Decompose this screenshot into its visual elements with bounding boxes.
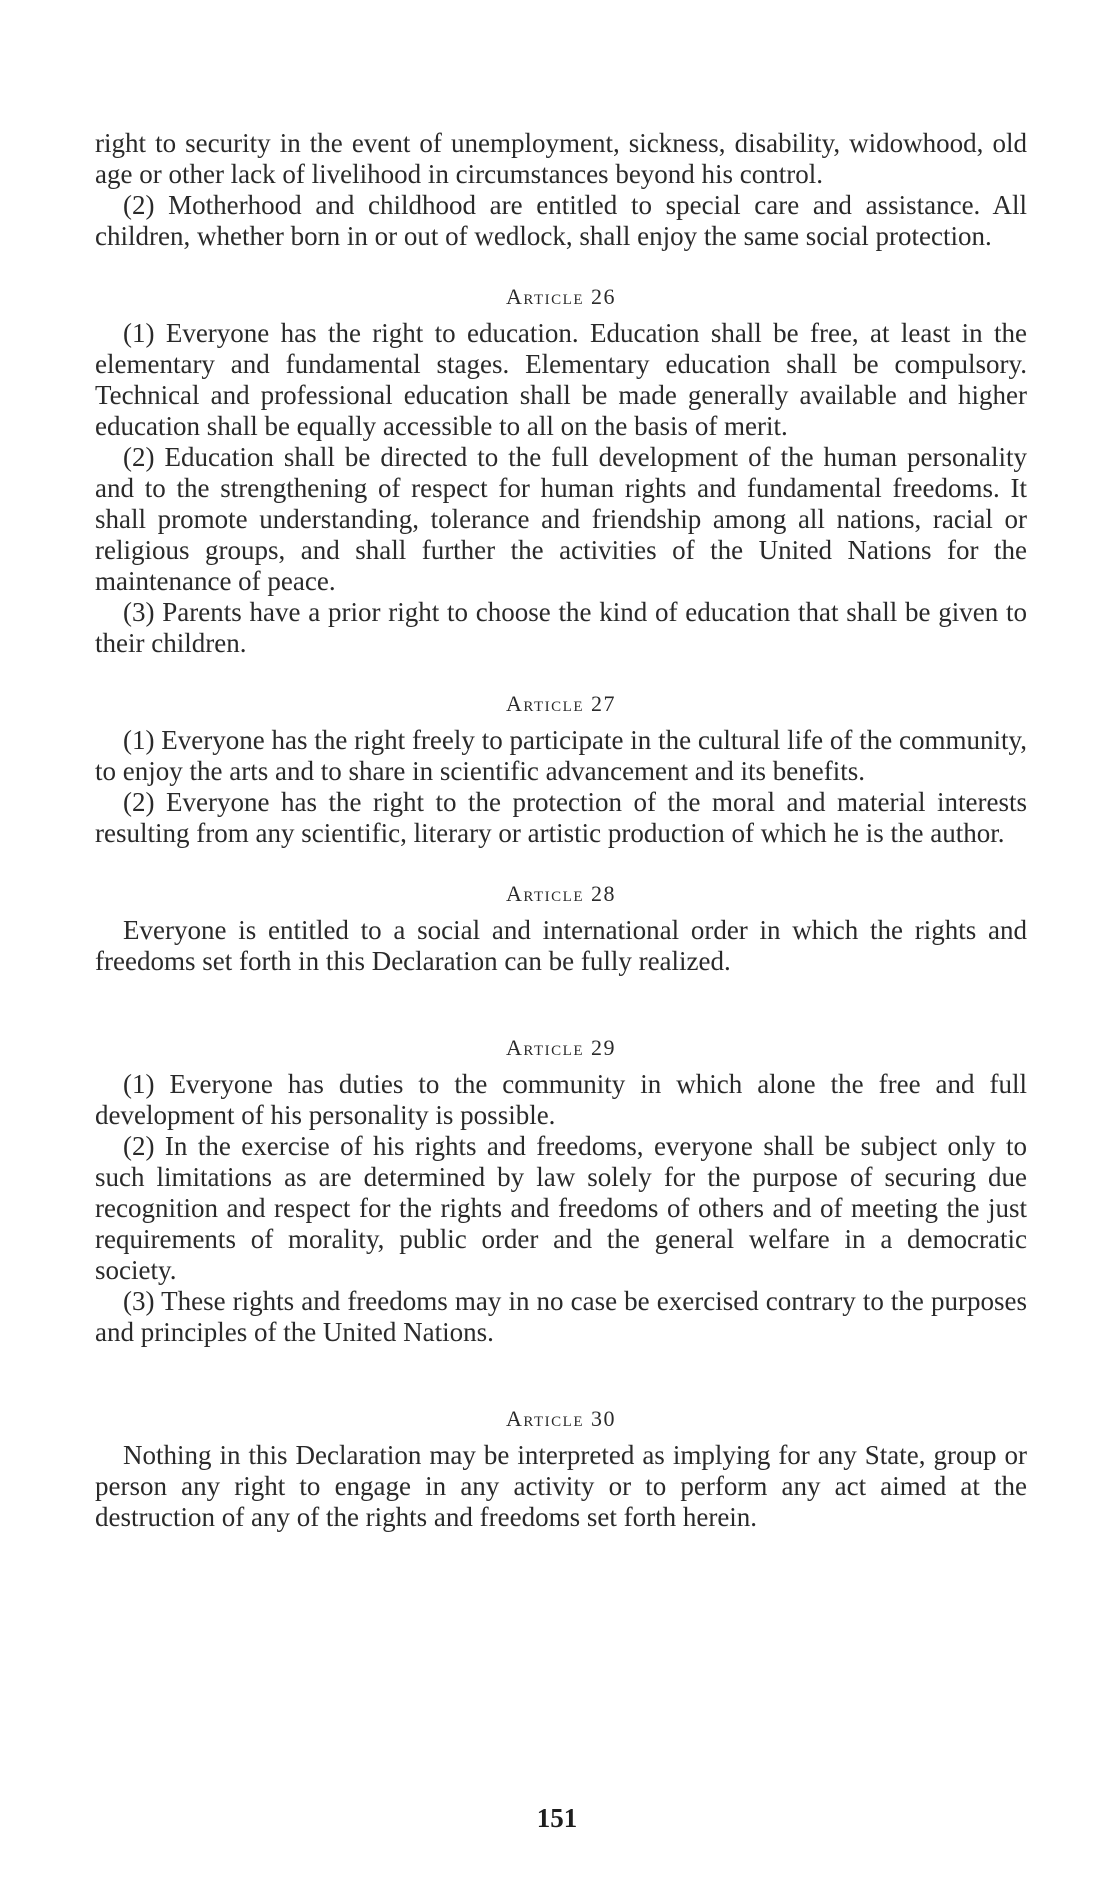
article27-paragraph-2: (2) Everyone has the right to the protection of the moral and material interests resulting from any scientific, literary or artistic production of which he is the author. — [95, 787, 1027, 848]
article29-paragraph-3: (3) These rights and freedoms may in no case be exercised contrary to the purposes and principles of the United Nations. — [95, 1286, 1027, 1347]
article26-paragraph-2: (2) Education shall be directed to the full development of the human personality and to the strengthening of respect for human rights and fundamental freedoms. It shall promote understanding, tolerance and friendship among all nations, racial or religious groups, and shall further the activities of the United Nations for the maintenance of peace. — [95, 442, 1027, 596]
article25-continuation: right to security in the event of unemployment, sickness, disability, widowhood, old age or other lack of livelihood in circumstances beyond his control. — [95, 128, 1027, 189]
article29-paragraph-1: (1) Everyone has duties to the community in which alone the free and full development of his personality is possible. — [95, 1069, 1027, 1130]
text-column — [95, 128, 1027, 1533]
article26-heading: Article 26 — [506, 284, 616, 309]
article28-paragraph-1: Everyone is entitled to a social and international order in which the rights and freedoms set forth in this Declaration can be fully realized. — [95, 915, 1027, 976]
article29-paragraph-2: (2) In the exercise of his rights and freedoms, everyone shall be subject only to such limitations as are determined by law solely for the purpose of securing due recognition and respect for the rights and freedoms of others and of meeting the just requirements of morality, public order and the general welfare in a democratic society. — [95, 1131, 1027, 1285]
article25-paragraph-2: (2) Motherhood and childhood are entitled to special care and assistance. All children, whether born in or out of wedlock, shall enjoy the same social protection. — [95, 190, 1027, 251]
article29-heading: Article 29 — [506, 1035, 616, 1060]
article30-paragraph-1: Nothing in this Declaration may be interpreted as implying for any State, group or person any right to engage in any activity or to perform any act aimed at the destruction of any of the rights and freedoms set forth herein. — [95, 1440, 1027, 1532]
article27-paragraph-1: (1) Everyone has the right freely to participate in the cultural life of the community, to enjoy the arts and to share in scientific advancement and its benefits. — [95, 725, 1027, 786]
article27-heading: Article 27 — [506, 691, 616, 716]
article30-heading: Article 30 — [506, 1406, 616, 1431]
article28-heading: Article 28 — [506, 881, 616, 906]
page-number: 151 — [536, 1803, 578, 1833]
article26-paragraph-3: (3) Parents have a prior right to choose the kind of education that shall be given to their children. — [95, 597, 1027, 658]
article26-paragraph-1: (1) Everyone has the right to education. Education shall be free, at least in the elementary and fundamental stages. Elementary education shall be compulsory. Technical and professional education shall be made generally available and higher education shall be equally accessible to all on the basis of merit. — [95, 318, 1027, 441]
